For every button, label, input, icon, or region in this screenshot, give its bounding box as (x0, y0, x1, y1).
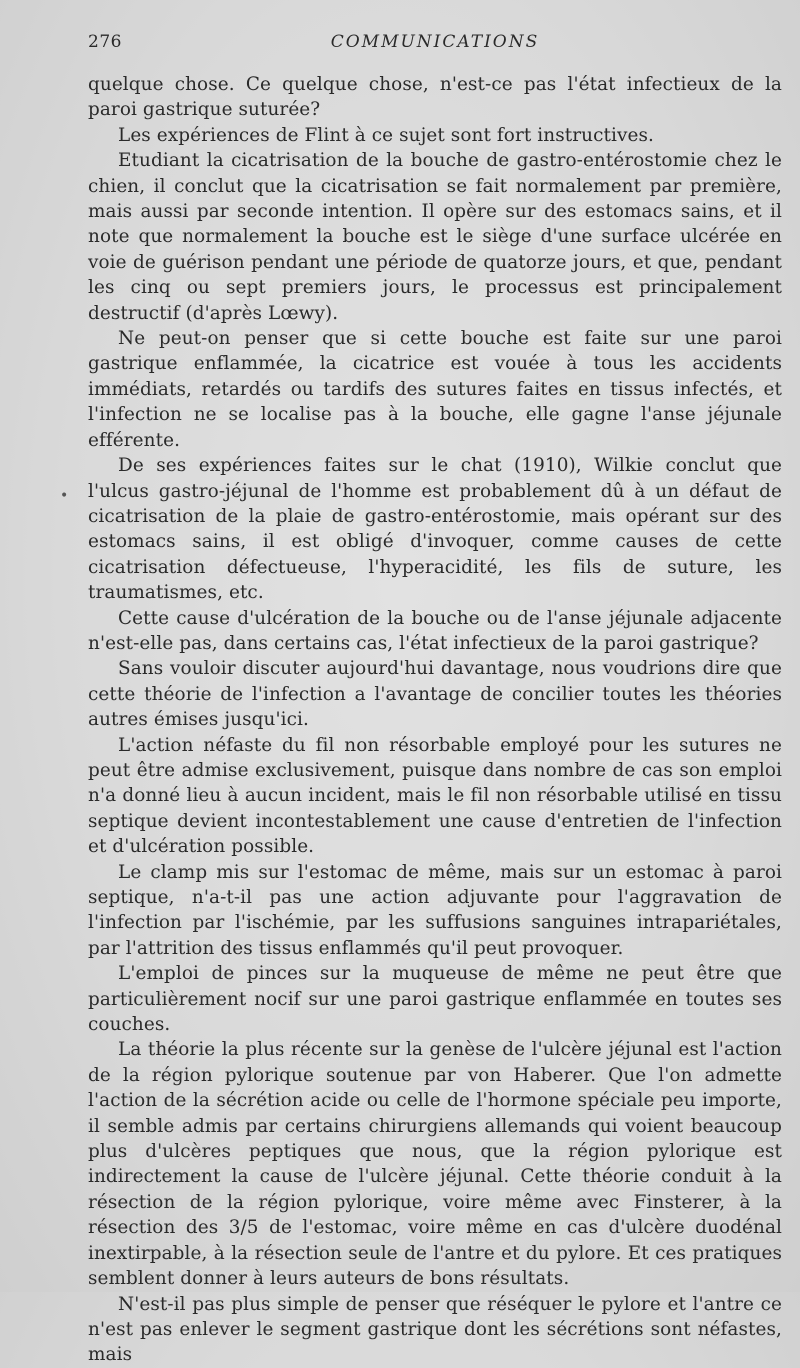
paragraph: Ne peut-on penser que si cette bouche est faite sur une paroi gastrique enflammée, la cicatrice est vouée à tous les accidents immédiats, retardés ou tardifs des sutures faites en tissus infectés, et l'infection ne se localise pas à la bouche, elle gagne l'anse jéjunale efférente. (88, 328, 782, 451)
paragraph: Etudiant la cicatrisation de la bouche de gastro-entérostomie chez le chien, il conclut que la cicatrisation se fait normalement par première, mais aussi par seconde intention. Il opère sur des estomacs sains, et il note que normalement la bouche est le siège d'une surface ulcérée en voie de guérison pendant une période de quatorze jours, et que, pendant les cinq ou sept premiers jours, le processus est principalement destructif (d'après Lœwy). (88, 150, 782, 324)
paragraph: Sans vouloir discuter aujourd'hui davantage, nous voudrions dire que cette théorie de l'infection a l'avantage de concilier toutes les théories autres émises jusqu'ici. (88, 658, 782, 731)
running-title: COMMUNICATIONS (330, 32, 540, 52)
paragraph: Le clamp mis sur l'estomac de même, mais sur un estomac à paroi septique, n'a-t-il pas une action adjuvante pour l'aggravation de l'infection par l'ischémie, par les suffusions sanguines intrapariétales, par l'attrition des tissus enflammés qu'il peut provoquer. (88, 861, 782, 959)
paragraph: Les expériences de Flint à ce sujet sont fort instructives. (118, 124, 654, 146)
margin-mark: • (60, 488, 69, 504)
paragraph: quelque chose. Ce quelque chose, n'est-ce pas l'état infectieux de la paroi gastrique suturée? (88, 74, 782, 121)
page-number: 276 (88, 32, 122, 52)
paragraph: Cette cause d'ulcération de la bouche ou de l'anse jéjunale adjacente n'est-elle pas, dans certains cas, l'état infectieux de la paroi gastrique? (88, 607, 782, 654)
paragraph: De ses expériences faites sur le chat (1910), Wilkie conclut que l'ulcus gastro-jéjunal de l'homme est probablement dû à un défaut de cicatrisation de la plaie de gastro-entérostomie, mais opérant sur des estomacs sains, il est obligé d'invoquer, comme causes de cette cicatrisation défectueuse, l'hyperacidité, les fils de suture, les traumatismes, etc. (88, 455, 782, 604)
body-text (88, 72, 782, 1368)
running-header (88, 32, 782, 56)
paragraph: N'est-il pas plus simple de penser que réséquer le pylore et l'antre ce n'est pas enlever le segment gastrique dont les sécrétions sont néfastes, mais (88, 1293, 782, 1366)
paragraph: L'action néfaste du fil non résorbable employé pour les sutures ne peut être admise exclusivement, puisque dans nombre de cas son emploi n'a donné lieu à aucun incident, mais le fil non résorbable utilisé en tissu septique devient incontestablement une cause d'entretien de l'infection et d'ulcération possible. (88, 734, 782, 858)
paragraph: L'emploi de pinces sur la muqueuse de même ne peut être que particulièrement nocif sur une paroi gastrique enflammée en toutes ses couches. (88, 963, 782, 1036)
paragraph: La théorie la plus récente sur la genèse de l'ulcère jéjunal est l'action de la région pylorique soutenue par von Haberer. Que l'on admette l'action de la sécrétion acide ou celle de l'hormone spéciale peu importe, il semble admis par certains chirurgiens allemands qui voient beaucoup plus d'ulcères peptiques que nous, que la région pylorique est indirectement la cause de l'ulcère jéjunal. Cette théorie conduit à la résection de la région pylorique, voire même avec Finsterer, à la résection des 3/5 de l'estomac, voire même en cas d'ulcère duodénal inextirpable, à la résection seule de l'antre et du pylore. Et ces pratiques semblent donner à leurs auteurs de bons résultats. (88, 1039, 782, 1290)
